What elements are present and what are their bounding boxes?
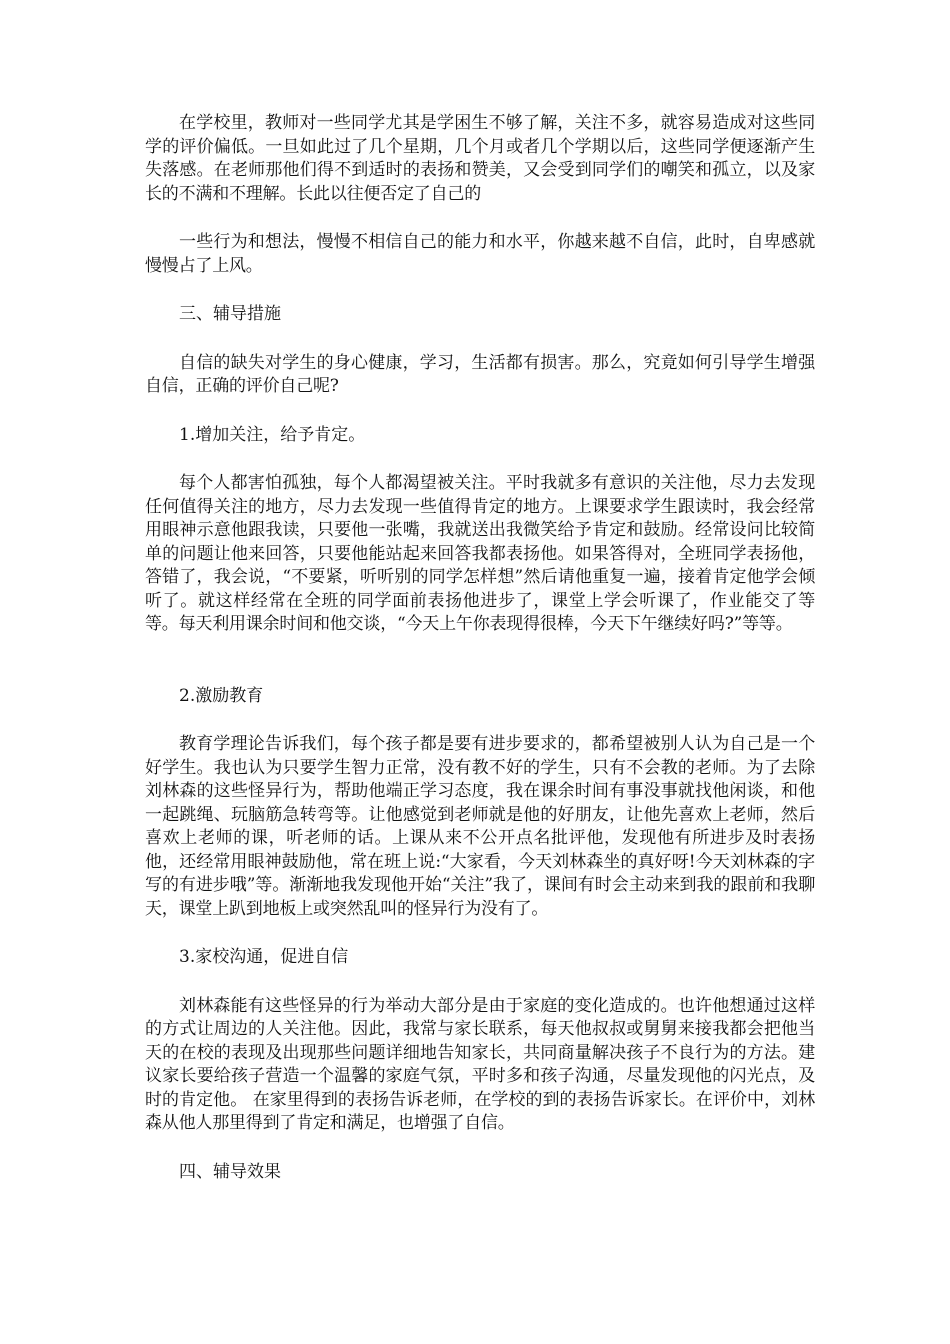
paragraph-4: 每个人都害怕孤独，每个人都渴望被关注。平时我就多有意识的关注他，尽力去发现任何值得关注的地方，尽力去发现一些值得肯定的地方。上课要求学生跟读时，我会经常用眼神示意他跟我读，只要他一张嘴，我就送出我微笑给予肯定和鼓励。经常设问比较简单的问题让他来回答，只要他能站起来回答我都表扬他。如果答得对，全班同学表扬他，答错了，我会说，“不要紧，听听别的同学怎样想”然后请他重复一遍，接着肯定他学会倾听了。就这样经常在全班的同学面前表扬他进步了，课堂上学会听课了，作业能交了等等。每天利用课余时间和他交谈，“今天上午你表现得很棒，今天下午继续好吗?”等等。: [145, 473, 815, 634]
section-heading-3: 三、辅导措施: [179, 304, 281, 324]
paragraph-1: 在学校里，教师对一些同学尤其是学困生不够了解，关注不多，就容易造成对这些同学的评价偏低。一旦如此过了几个星期，几个月或者几个学期以后，这些同学便逐渐产生失落感。在老师那他们得不到适时的表扬和赞美，又会受到同学们的嘲笑和孤立，以及家长的不满和不理解。长此以往便否定了自己的: [145, 113, 815, 204]
paragraph-6: 刘林森能有这些怪异的行为举动大部分是由于家庭的变化造成的。也许他想通过这样的方式让周边的人关注他。因此，我常与家长联系，每天他叔叔或舅舅来接我都会把他当天的在校的表现及出现那些问题详细地告知家长，共同商量解决孩子不良行为的方法。建议家长要给孩子营造一个温馨的家庭气氛，平时多和孩子沟通，尽量发现他的闪光点，及时的肯定他。 在家里得到的表扬告诉老师，在学校的到的表扬告诉家长。在评价中，刘林森从他人那里得到了肯定和满足，也增强了自信。: [145, 995, 815, 1133]
paragraph-5: 教育学理论告诉我们，每个孩子都是要有进步要求的，都希望被别人认为自己是一个好学生。我也认为只要学生智力正常，没有教不好的学生，只有不会教的老师。为了去除刘林森的这些怪异行为，帮助他端正学习态度，我在课余时间有事没事就找他闲谈，和他一起跳绳、玩脑筋急转弯等。让他感觉到老师就是他的好朋友，让他先喜欢上老师，然后喜欢上老师的课，听老师的话。上课从来不公开点名批评他，发现他有所进步及时表扬他，还经常用眼神鼓励他，常在班上说:“大家看，今天刘林森坐的真好呀!今天刘林森的字写的有进步哦”等。渐渐地我发现他开始“关注”我了，课间有时会主动来到我的跟前和我聊天，课堂上趴到地板上或突然乱叫的怪异行为没有了。: [145, 734, 815, 919]
section-heading-4: 四、辅导效果: [179, 1161, 281, 1182]
paragraph-3: 自信的缺失对学生的身心健康，学习，生活都有损害。那么，究竟如何引导学生增强自信，正确的评价自己呢?: [145, 352, 815, 396]
paragraph-2: 一些行为和想法，慢慢不相信自己的能力和水平，你越来越不自信，此时，自卑感就慢慢占了上风。: [145, 232, 815, 276]
subheading-3: 3.家校沟通，促进自信: [179, 947, 349, 967]
document-body: [145, 112, 815, 1209]
subheading-1: 1.增加关注，给予肯定。: [179, 424, 366, 445]
subheading-2: 2.激励教育: [179, 685, 264, 706]
